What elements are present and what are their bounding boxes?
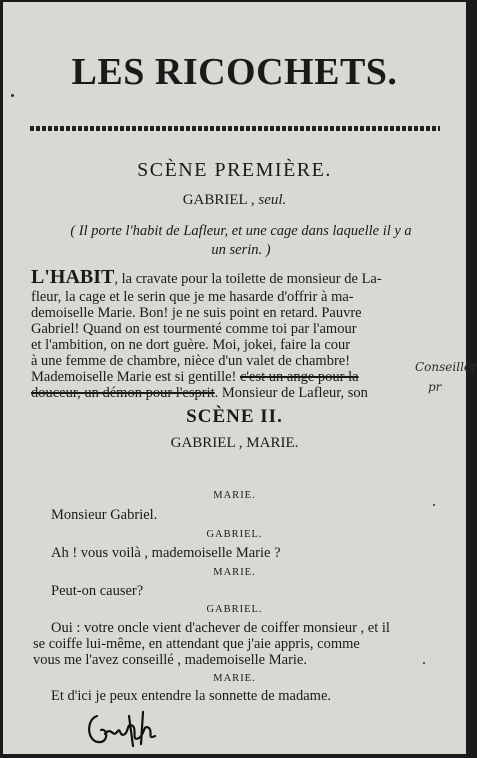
scene-two-characters: GABRIEL , MARIE. — [170, 435, 299, 451]
dialogue-line: Et d'ici je peux entendre la sonnette de madame. — [51, 688, 332, 704]
ink-speck — [11, 94, 14, 97]
stage-direction-line-2: un serin. ) — [211, 242, 271, 258]
handwritten-signature — [83, 708, 173, 748]
margin-note-line-2: pr — [428, 380, 442, 394]
speaker-label: MARIE. — [213, 673, 256, 684]
monologue-line-4: Gabriel! Quand on est tourmenté comme toi par l'amour — [31, 321, 357, 337]
scene-one-character: GABRIEL , seul. — [182, 192, 287, 208]
dialogue-line: Oui : votre oncle vient d'achever de coiffer monsieur , et il — [51, 620, 390, 636]
margin-note-line-1: Conseiller — [415, 360, 477, 374]
monologue-line-8: douceur, un démon pour l'esprit. Monsieur de Lafleur, son — [31, 385, 368, 401]
dialogue-line: Monsieur Gabriel. — [51, 507, 158, 523]
struck-text: douceur, un démon pour l'esprit — [31, 385, 215, 401]
book-page — [3, 2, 477, 754]
speaker-label: MARIE. — [213, 567, 256, 578]
monologue-line-3: demoiselle Marie. Bon! je ne suis point en retard. Pauvre — [31, 305, 362, 321]
page-title: LES RICOCHETS. — [71, 51, 398, 93]
struck-text: c'est un ange pour la — [239, 369, 359, 385]
scene-two-heading: SCÈNE II. — [186, 406, 283, 427]
dialogue-line: se coiffe lui-même, en attendant que j'aie appris, comme — [33, 636, 360, 652]
dialogue-line: Ah ! vous voilà , mademoiselle Marie ? — [51, 545, 281, 561]
monologue-line-7: Mademoiselle Marie est si gentille! c'est un ange pour la — [31, 369, 359, 385]
monologue-line-5: et l'ambition, on ne dort guère. Moi, jokei, faire la cour — [31, 337, 351, 353]
scene-one-heading: SCÈNE PREMIÈRE. — [137, 159, 332, 181]
ink-speck — [433, 504, 435, 506]
monologue-line-6: à une femme de chambre, nièce d'un valet de chambre! — [31, 353, 351, 369]
dialogue-line: vous me l'avez conseillé , mademoiselle Marie. — [33, 652, 307, 668]
ink-speck — [423, 662, 425, 664]
monologue-line-1: L'HABIT, la cravate pour la toilette de monsieur de La- — [31, 266, 382, 288]
speaker-label: GABRIEL. — [206, 529, 263, 540]
stage-direction-line-1: ( Il porte l'habit de Lafleur, et une cage dans laquelle il y a — [70, 223, 412, 239]
speaker-label: MARIE. — [213, 490, 256, 501]
monologue-line-2: fleur, la cage et le serin que je me hasarde d'offrir à ma- — [31, 289, 354, 305]
speaker-label: GABRIEL. — [206, 604, 263, 615]
dialogue-line: Peut-on causer? — [51, 583, 144, 599]
decorative-rule — [30, 126, 440, 131]
dropcap: L'HABIT — [31, 266, 115, 288]
